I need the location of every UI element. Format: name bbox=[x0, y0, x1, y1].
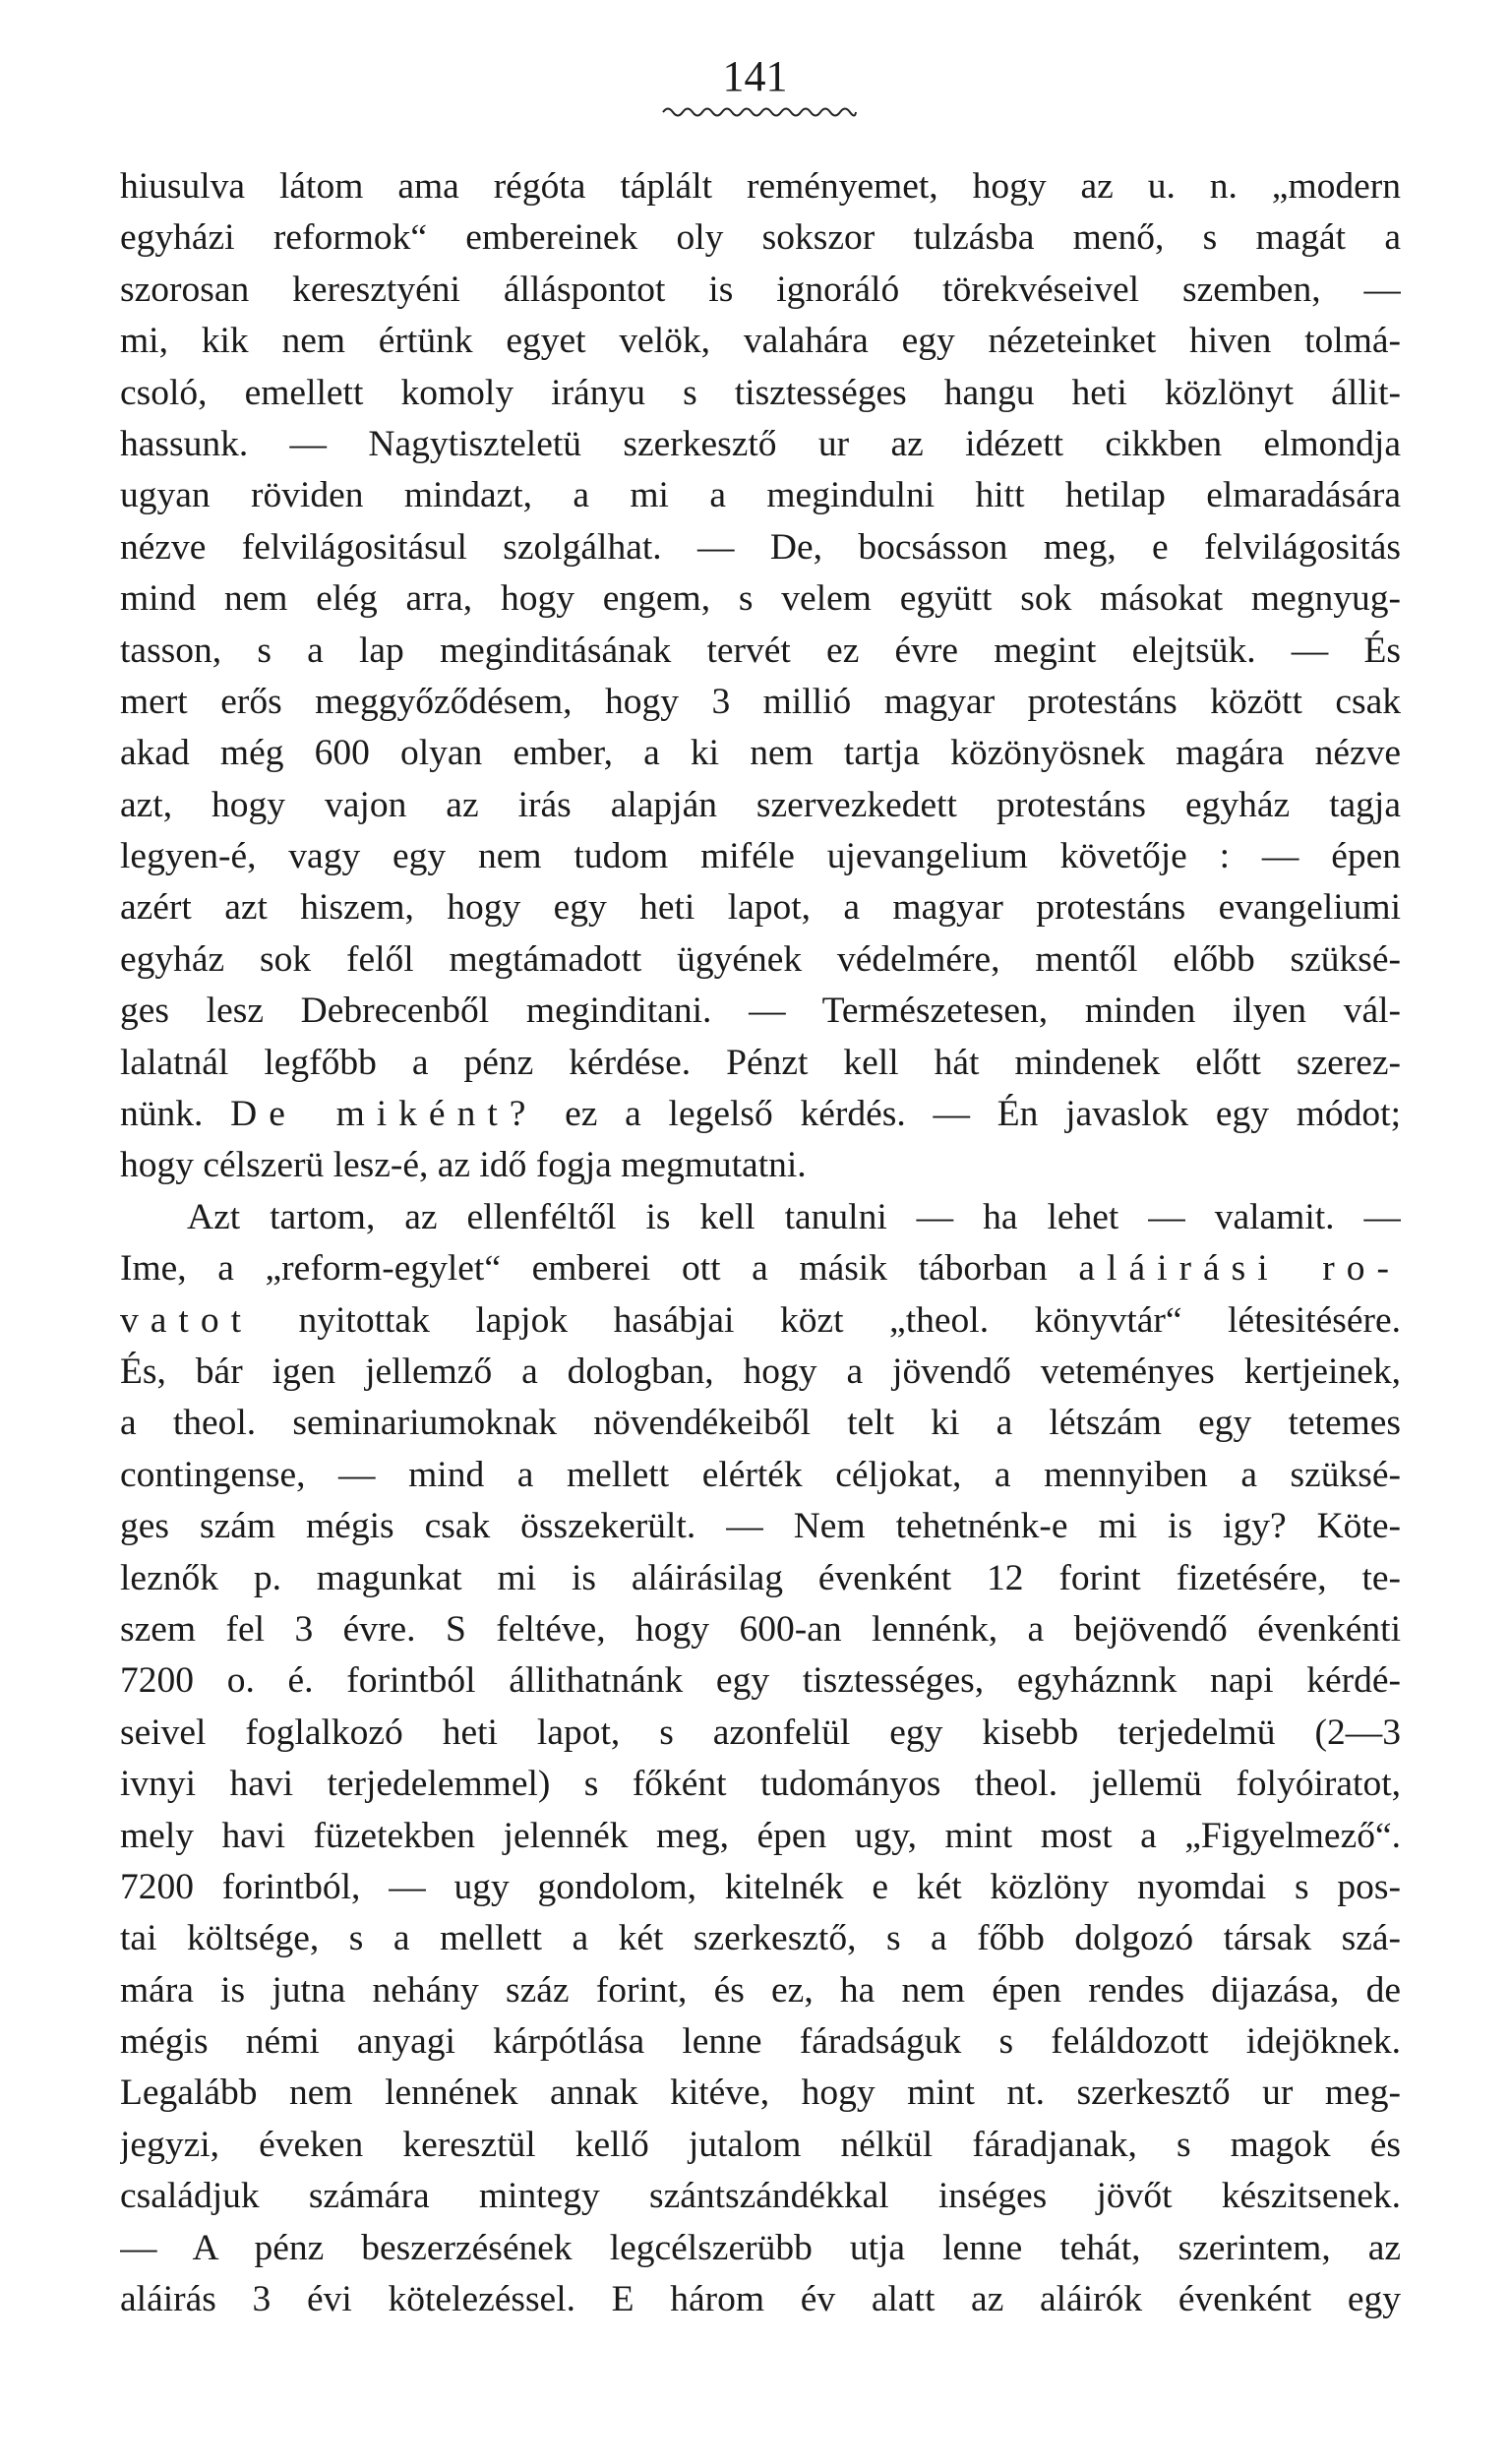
text-line: a theol. seminariumoknak növendékeiből telt ki a létszám egy tetemes bbox=[120, 1403, 1401, 1444]
text-line: contingense, — mind a mellett elérték céljokat, a mennyiben a szüksé- bbox=[120, 1454, 1401, 1495]
text-line: szem fel 3 évre. S feltéve, hogy 600-an lennénk, a bejövendő évenkénti bbox=[120, 1608, 1401, 1650]
text-line: hiusulva látom ama régóta táplált reményemet, hogy az u. n. „modern bbox=[120, 166, 1401, 207]
text-line bbox=[120, 1089, 1401, 1140]
text-line: azért azt hiszem, hogy egy heti lapot, a magyar protestáns evangeliumi bbox=[120, 887, 1401, 929]
text-line: azt, hogy vajon az irás alapján szervezkedett protestáns egyház tagja bbox=[120, 784, 1401, 825]
text-line: seivel foglalkozó heti lapot, s azonfelül egy kisebb terjedelmü (2—3 bbox=[120, 1712, 1401, 1753]
text-line: ugyan röviden mindazt, a mi a megindulni hitt hetilap elmaradására bbox=[120, 475, 1401, 516]
text-run: nyitottak lapjok hasábjai közt „theol. könyvtár“ létesitésére. bbox=[252, 1299, 1401, 1341]
text-line bbox=[120, 1295, 1401, 1347]
text-line: hassunk. — Nagytiszteletü szerkesztő ur az idézett cikkben elmondja bbox=[120, 423, 1401, 464]
text-line: Azt tartom, az ellenféltől is kell tanulni — ha lehet — valamit. — bbox=[187, 1196, 1401, 1237]
text-line: mind nem elég arra, hogy engem, s velem együtt sok másokat megnyug- bbox=[120, 578, 1401, 620]
text-line bbox=[120, 1243, 1401, 1294]
text-line: egyházi reformok“ embereinek oly sokszor tulzásba menő, s magát a bbox=[120, 217, 1401, 259]
text-line: hogy célszerü lesz-é, az idő fogja megmutatni. bbox=[120, 1145, 807, 1186]
wavy-rule-icon bbox=[661, 102, 858, 122]
text-line: 7200 o. é. forintból állithatnánk egy tisztességes, egyháznnk napi kérdé- bbox=[120, 1660, 1401, 1702]
text-line: családjuk számára mintegy szántszándékkal inséges jövőt készitsenek. bbox=[120, 2176, 1401, 2217]
text-line: mi, kik nem értünk egyet velök, valahára egy nézeteinket hiven tolmá- bbox=[120, 321, 1401, 362]
text-line: legyen-é, vagy egy nem tudom miféle ujevangelium követője : — épen bbox=[120, 836, 1401, 877]
page-number: 141 bbox=[722, 52, 788, 100]
text-line: mely havi füzetekben jelennék meg, épen ugy, mint most a „Figyelmező“. bbox=[120, 1815, 1401, 1856]
spaced-emphasis: aláirási ro- bbox=[1078, 1248, 1401, 1290]
text-line: leznők p. magunkat mi is aláirásilag évenként 12 forint fizetésére, te- bbox=[120, 1557, 1401, 1598]
text-line: 7200 forintból, — ugy gondolom, kitelnék e két közlöny nyomdai s pos- bbox=[120, 1866, 1401, 1907]
text-line: — A pénz beszerzésének legcélszerübb utja lenne tehát, szerintem, az bbox=[120, 2227, 1401, 2268]
text-run: Ime, a „reform-egylet“ emberei ott a másik táborban bbox=[120, 1248, 1079, 1290]
text-line: lalatnál legfőbb a pénz kérdése. Pénzt kell hát mindenek előtt szerez- bbox=[120, 1042, 1401, 1083]
text-line: nézve felvilágositásul szolgálhat. — De, bocsásson meg, e felvilágositás bbox=[120, 526, 1401, 568]
text-run: ez a legelső kérdés. — Én javaslok egy módot; bbox=[537, 1094, 1401, 1135]
spaced-emphasis: De miként? bbox=[230, 1094, 538, 1135]
text-line: Legalább nem lennének annak kitéve, hogy mint nt. szerkesztő ur meg- bbox=[120, 2073, 1401, 2114]
text-line: ivnyi havi terjedelemmel) s főként tudományos theol. jellemü folyóiratot, bbox=[120, 1764, 1401, 1805]
text-line: mert erős meggyőződésem, hogy 3 millió magyar protestáns között csak bbox=[120, 681, 1401, 722]
body-text bbox=[120, 161, 1401, 2325]
spaced-emphasis: vatot bbox=[120, 1299, 253, 1341]
text-line: És, bár igen jellemző a dologban, hogy a jövendő veteményes kertjeinek, bbox=[120, 1351, 1401, 1392]
text-line: szorosan keresztyéni álláspontot is ignoráló törekvéseivel szemben, — bbox=[120, 269, 1401, 310]
text-line: akad még 600 olyan ember, a ki nem tartja közönyösnek magára nézve bbox=[120, 733, 1401, 774]
text-line: tasson, s a lap meginditásának tervét ez évre megint elejtsük. — És bbox=[120, 630, 1401, 671]
text-line: csoló, emellett komoly irányu s tisztességes hangu heti közlönyt állit- bbox=[120, 372, 1401, 413]
text-run: nünk. bbox=[120, 1094, 231, 1135]
text-line: ges lesz Debrecenből meginditani. — Természetesen, minden ilyen vál- bbox=[120, 991, 1401, 1032]
text-line: tai költsége, s a mellett a két szerkesztő, s a főbb dolgozó társak szá- bbox=[120, 1918, 1401, 1959]
text-line: mára is jutna nehány száz forint, és ez, ha nem épen rendes dijazása, de bbox=[120, 1969, 1401, 2011]
text-line: egyház sok felől megtámadott ügyének védelmére, mentől előbb szüksé- bbox=[120, 938, 1401, 980]
text-line: aláirás 3 évi kötelezéssel. E három év alatt az aláirók évenként egy bbox=[120, 2279, 1401, 2320]
text-line: ges szám mégis csak összekerült. — Nem tehetnénk-e mi is igy? Köte- bbox=[120, 1506, 1401, 1547]
text-line: jegyzi, éveken keresztül kellő jutalom nélkül fáradjanak, s magok és bbox=[120, 2124, 1401, 2165]
text-line: mégis némi anyagi kárpótlása lenne fáradságuk s feláldozott idejöknek. bbox=[120, 2021, 1401, 2063]
